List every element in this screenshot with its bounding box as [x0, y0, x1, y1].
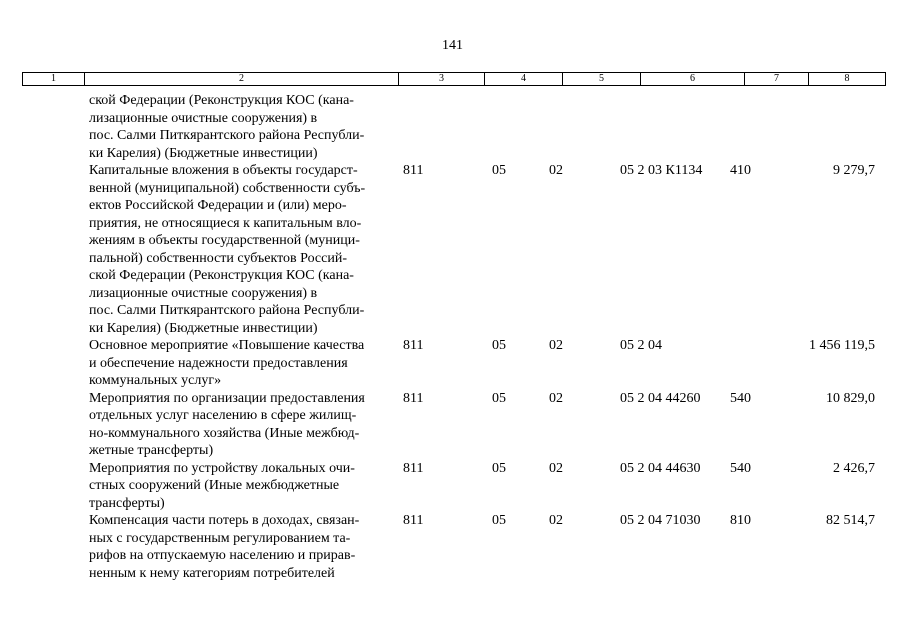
expense-type-code: 410 — [730, 163, 751, 178]
expense-type-code: 810 — [730, 513, 751, 528]
description-line: ской Федерации (Реконструкция КОС (кана- — [89, 268, 354, 283]
subsection-code: 02 — [549, 513, 563, 528]
description-line: трансферты) — [89, 495, 165, 511]
description-line: пос. Салми Питкярантского района Республи- — [89, 128, 365, 143]
table-row — [0, 460, 905, 513]
description-line: коммунальных услуг» — [89, 373, 222, 388]
subsection-code: 02 — [549, 163, 563, 178]
column-header-3: 3 — [399, 73, 485, 85]
column-header-8: 8 — [844, 73, 850, 84]
description-line: Основное мероприятие «Повышение качества — [89, 338, 365, 353]
description-line: лизационные очистные сооружения) в — [89, 110, 318, 126]
expense-type-code: 540 — [730, 390, 751, 406]
row-description — [89, 460, 389, 513]
ministry-code: 811 — [403, 513, 424, 528]
section-code: 05 — [492, 513, 506, 528]
column-header-1: 1 — [23, 73, 85, 85]
ministry-code: 811 — [403, 390, 424, 406]
amount: 2 426,7 — [833, 460, 875, 476]
description-line: Мероприятия по устройству локальных очи- — [89, 460, 355, 476]
description-line: рифов на отпускаемую населению и прирав- — [89, 548, 356, 563]
description-line: жениям в объекты государственной (муници- — [89, 233, 360, 248]
ministry-code: 811 — [403, 338, 424, 353]
amount: 1 456 119,5 — [809, 338, 875, 353]
table-row — [0, 162, 905, 337]
subsection-code: 02 — [549, 390, 563, 406]
table-header — [22, 72, 886, 86]
description-line: лизационные очистные сооружения) в — [89, 285, 318, 301]
target-article-code: 05 2 04 — [620, 338, 662, 353]
subsection-code: 02 — [549, 338, 563, 353]
column-header-7: 7 — [745, 73, 809, 85]
subsection-code: 02 — [549, 460, 563, 476]
description-line: Компенсация части потерь в доходах, связан- — [89, 513, 360, 528]
target-article-code: 05 2 04 44630 — [620, 460, 701, 476]
description-line: и обеспечение надежности предоставления — [89, 355, 348, 371]
page-number: 141 — [442, 38, 463, 53]
row-description — [89, 390, 389, 460]
amount: 10 829,0 — [826, 390, 875, 406]
row-description — [89, 162, 389, 337]
table-row — [0, 92, 905, 162]
amount: 82 514,7 — [826, 513, 875, 528]
row-description — [89, 512, 389, 582]
table-row — [0, 390, 905, 460]
target-article-code: 05 2 03 К1134 — [620, 163, 703, 178]
description-line: стных сооружений (Иные межбюджетные — [89, 478, 340, 493]
column-header-5: 5 — [563, 73, 641, 85]
description-line: венной (муниципальной) собственности субъ- — [89, 180, 366, 196]
target-article-code: 05 2 04 71030 — [620, 513, 701, 528]
description-line: пальной) собственности субъектов Россий- — [89, 250, 348, 266]
description-line: жетные трансферты) — [89, 443, 214, 458]
table-row — [0, 337, 905, 390]
table-row — [0, 512, 905, 582]
section-code: 05 — [492, 390, 506, 406]
row-description — [89, 92, 389, 162]
amount: 9 279,7 — [833, 163, 875, 178]
description-line: ской Федерации (Реконструкция КОС (кана- — [89, 93, 354, 108]
description-line: ектов Российской Федерации и (или) меро- — [89, 198, 347, 213]
target-article-code: 05 2 04 44260 — [620, 390, 701, 406]
description-line: приятия, не относящиеся к капитальным вло- — [89, 215, 362, 231]
column-header-6: 6 — [641, 73, 745, 85]
description-line: ненным к нему категориям потребителей — [89, 565, 335, 581]
ministry-code: 811 — [403, 460, 424, 476]
section-code: 05 — [492, 460, 506, 476]
description-line: но-коммунального хозяйства (Иные межбюд- — [89, 425, 360, 441]
expense-type-code: 540 — [730, 460, 751, 476]
description-line: ных с государственным регулированием та- — [89, 530, 351, 546]
column-header-2: 2 — [85, 73, 399, 85]
row-description — [89, 337, 389, 390]
description-line: ки Карелия) (Бюджетные инвестиции) — [89, 145, 318, 161]
section-code: 05 — [492, 163, 506, 178]
description-line: ки Карелия) (Бюджетные инвестиции) — [89, 320, 318, 336]
ministry-code: 811 — [403, 163, 424, 178]
description-line: пос. Салми Питкярантского района Республи- — [89, 303, 365, 318]
description-line: Мероприятия по организации предоставления — [89, 390, 365, 406]
section-code: 05 — [492, 338, 506, 353]
description-line: Капитальные вложения в объекты государст- — [89, 163, 358, 178]
column-header-4: 4 — [485, 73, 563, 85]
table-body — [0, 92, 905, 582]
description-line: отдельных услуг населению в сфере жилищ- — [89, 408, 357, 423]
